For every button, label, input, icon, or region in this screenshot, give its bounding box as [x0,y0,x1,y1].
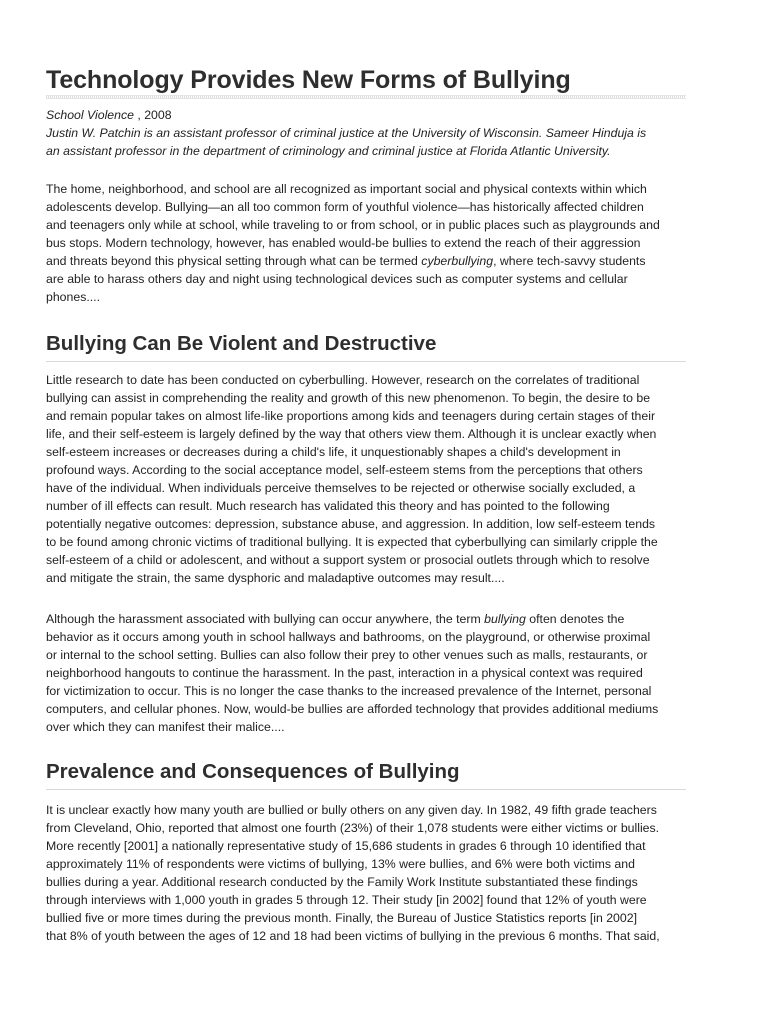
text-line: bus stops. Modern technology, however, has enabled would-be bullies to extend the reach of their aggression [46,236,641,250]
text-line: have of the individual. When individuals perceive themselves to be rejected or otherwise socially excluded, a [46,481,636,495]
emphasis-cyberbullying: cyberbullying [421,254,494,268]
section1-paragraph-1 [46,371,688,587]
text-line: from Cleveland, Ohio, reported that almost one fourth (23%) of their 1,078 students were either victims or bullies. [46,821,660,835]
text-line: self-esteem increases or decreases during a child's life, it unquestionably shapes a child's development in [46,445,621,459]
author-bio-line-2: an assistant professor in the department of criminology and criminal justice at Florida Atlantic University. [46,144,611,158]
text-line: Little research to date has been conducted on cyberbulling. However, research on the correlates of traditional [46,373,640,387]
text-line: It is unclear exactly how many youth are bullied or bully others on any given day. In 1982, 49 fifth grade teachers [46,803,657,817]
text-line: and teenagers only while at school, while traveling to or from school, or in public places such as playgrounds and [46,218,660,232]
text-line: neighborhood hangouts to continue the harassment. In the past, interaction in a physical context was required [46,666,643,680]
text-line: behavior as it occurs among youth in school hallways and bathrooms, on the playground, or otherwise proximal [46,630,651,644]
intro-paragraph [46,180,688,306]
section1-paragraph-2 [46,610,688,736]
text-line: The home, neighborhood, and school are all recognized as important social and physical contexts within which [46,182,647,196]
text-run: often denotes the [525,612,625,626]
text-run: , where tech-savvy students [493,254,646,268]
section-divider [46,361,686,362]
section-divider [46,789,686,790]
text-line: adolescents develop. Bullying—an all too common form of youthful violence—has historically affected children [46,200,644,214]
text-line: and mitigate the strain, the same dysphoric and maladaptive outcomes may result.... [46,571,505,585]
text-line: through interviews with 1,000 youth in grades 5 through 12. Their study [in 2002] found that 12% of youth were [46,893,647,907]
title-divider [46,95,686,99]
text-line [46,610,688,628]
text-line: number of ill effects can result. Much research has validated this theory and has pointed to the following [46,499,610,513]
text-line: More recently [2001] a nationally representative study of 15,686 students in grades 6 through 10 identified that [46,839,646,853]
text-line: phones.... [46,290,101,304]
text-line: over which they can manifest their malice.... [46,720,285,734]
source-name: School Violence [46,108,134,122]
section-heading-prevalence: Prevalence and Consequences of Bullying [46,760,460,783]
source-year: , 2008 [133,108,172,122]
text-run: Although the harassment associated with bullying can occur anywhere, the term [46,612,485,626]
section2-paragraph-1 [46,801,688,945]
text-line: profound ways. According to the social acceptance model, self-esteem stems from the perceptions that others [46,463,643,477]
article-meta [46,106,686,160]
text-line: potentially negative outcomes: depression, substance abuse, and aggression. In addition, low self-esteem tends [46,517,656,531]
text-line: are able to harass others day and night using technological devices such as computer systems and cellular [46,272,628,286]
author-bio-line-1: Justin W. Patchin is an assistant professor of criminal justice at the University of Wisconsin. Sameer Hinduja is [46,126,647,140]
text-line: that 8% of youth between the ages of 12 and 18 had been victims of bullying in the previous 6 months. That said, [46,929,660,943]
text-line: self-esteem of a child or adolescent, and without a support system or prosocial outlets through which to resolve [46,553,650,567]
text-line: and remain popular takes on almost life-like proportions among kids and teenagers during certain stages of their [46,409,656,423]
text-line: life, and their self-esteem is largely defined by the way that others view them. Although it is unclear exactly when [46,427,657,441]
text-line: approximately 11% of respondents were victims of bullying, 13% were bullies, and 6% were both victims and [46,857,635,871]
article-title: Technology Provides New Forms of Bullying [46,66,571,94]
text-run: and threats beyond this physical setting through what can be termed [46,254,422,268]
text-line [46,252,688,270]
text-line: bullying can assist in comprehending the reality and growth of this new phenomenon. To begin, the desire to be [46,391,651,405]
section-heading-violent: Bullying Can Be Violent and Destructive [46,332,437,355]
emphasis-bullying: bullying [484,612,526,626]
source-line [46,106,686,124]
text-line: computers, and cellular phones. Now, would-be bullies are afforded technology that provides additional mediums [46,702,659,716]
text-line: bullies during a year. Additional research conducted by the Family Work Institute substantiated these findings [46,875,638,889]
text-line: for victimization to occur. This is no longer the case thanks to the increased prevalence of the Internet, personal [46,684,652,698]
text-line: to be found among chronic victims of traditional bullying. It is expected that cyberbullying can similarly cripple the [46,535,658,549]
text-line: bullied five or more times during the previous month. Finally, the Bureau of Justice Statistics reports [in 2002] [46,911,637,925]
text-line: or internal to the school setting. Bullies can also follow their prey to other venues such as malls, restaurants, or [46,648,648,662]
